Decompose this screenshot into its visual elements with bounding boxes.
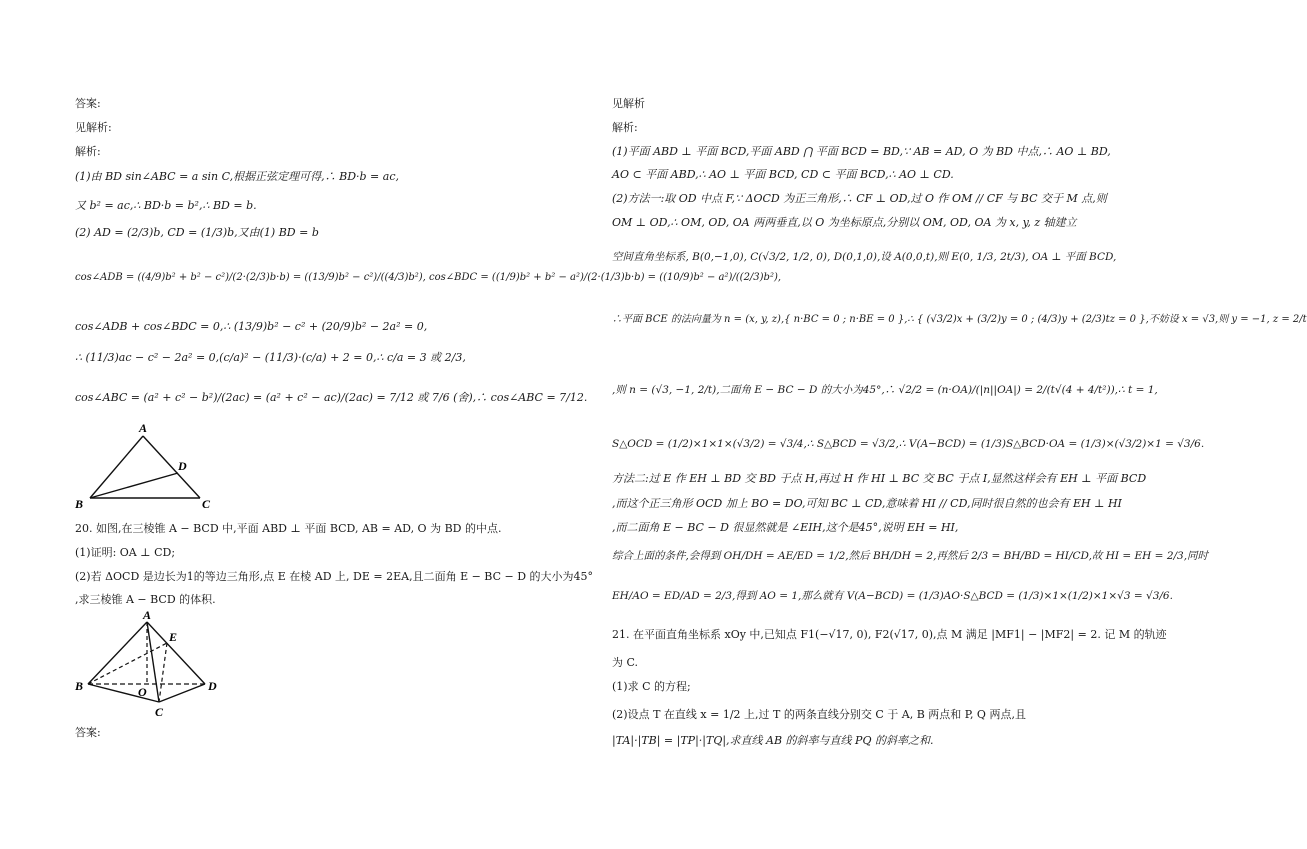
problem-21-part-1: (1)求 C 的方程; bbox=[612, 680, 691, 693]
vertex-label-b: B bbox=[75, 497, 84, 511]
pyramid-figure bbox=[75, 608, 235, 718]
method-2-line: ,而这个正三角形 OCD 加上 BO = DO,可知 BC ⊥ CD,意味着 HI // CD,同时很自然的也会有 EH ⊥ HI bbox=[612, 497, 1122, 510]
triangle-figure bbox=[75, 420, 235, 515]
vertex-label-d: D bbox=[208, 679, 217, 693]
vertex-label-c: C bbox=[155, 705, 164, 719]
solution-line: (1)平面 ABD ⊥ 平面 BCD,平面 ABD ⋂ 平面 BCD = BD,∵ AB = AD, O 为 BD 中点,∴ AO ⊥ BD, bbox=[612, 145, 1111, 158]
solution-equation: cos∠ADB + cos∠BDC = 0,∴ (13/9)b² − c² + (20/9)b² − 2a² = 0, bbox=[75, 320, 428, 333]
solution-line: AO ⊂ 平面 ABD,∴ AO ⊥ 平面 BCD, CD ⊂ 平面 BCD,∴ AO ⊥ CD. bbox=[612, 168, 954, 181]
see-solution-label: 见解析: bbox=[75, 121, 112, 134]
problem-20-part-1: (1)证明: OA ⊥ CD; bbox=[75, 546, 176, 559]
method-2-line: ,而二面角 E − BC − D 很显然就是 ∠EIH,这个是45°,说明 EH = HI, bbox=[612, 521, 959, 534]
problem-21-stem-cont: 为 C. bbox=[612, 656, 639, 669]
solution-line: 又 b² = ac,∴ BD·b = b²,∴ BD = b. bbox=[75, 199, 257, 212]
problem-20-part-2: (2)若 ΔOCD 是边长为1的等边三角形,点 E 在棱 AD 上, DE = 2EA,且二面角 E − BC − D 的大小为45° bbox=[75, 570, 594, 583]
solution-equation: cos∠ADB = ((4/9)b² + b² − c²)/(2·(2/3)b·b) = ((13/9)b² − c²)/((4/3)b²), cos∠BDC = ((1/9)b² + b² − a²)/(2·(1/3)b·b) = ((10/9)b² − a²)/((2/3)b²), bbox=[75, 272, 782, 283]
answer-label: 答案: bbox=[75, 97, 101, 110]
solution-equation: ∴ (11/3)ac − c² − 2a² = 0,(c/a)² − (11/3)·(c/a) + 2 = 0,∴ c/a = 3 或 2/3, bbox=[75, 351, 466, 364]
problem-21-part-2-cont: |TA|·|TB| = |TP|·|TQ|,求直线 AB 的斜率与直线 PQ 的斜率之和. bbox=[612, 734, 934, 747]
vertex-label-a: A bbox=[139, 421, 148, 435]
vertex-label-a: A bbox=[143, 608, 152, 622]
solution-line: (2) AD = (2/3)b, CD = (1/3)b,又由(1) BD = b bbox=[75, 226, 319, 239]
solution-equation: cos∠ABC = (a² + c² − b²)/(2ac) = (a² + c² − ac)/(2ac) = 7/12 或 7/6 (舍),∴ cos∠ABC = 7/12. bbox=[75, 391, 588, 404]
method-2-line: 方法二:过 E 作 EH ⊥ BD 交 BD 于点 H,再过 H 作 HI ⊥ BC 交 BC 于点 I,显然这样会有 EH ⊥ 平面 BCD bbox=[612, 472, 1147, 485]
solution-line: (1)由 BD sin∠ABC = a sin C,根据正弦定理可得,∴ BD·b = ac, bbox=[75, 170, 399, 183]
problem-20-part-2-cont: ,求三棱锥 A − BCD 的体积. bbox=[75, 593, 216, 606]
analysis-label: 解析: bbox=[612, 121, 638, 134]
analysis-label: 解析: bbox=[75, 145, 101, 158]
volume-line: S△OCD = (1/2)×1×1×(√3/2) = √3/4,∴ S△BCD = √3/2,∴ V(A−BCD) = (1/3)S△BCD·OA = (1/3)×(√3/2)×1 = √3/6. bbox=[612, 438, 1205, 450]
normal-vector-line: ∴平面 BCE 的法向量为 n = (x, y, z),{ n·BC = 0 ; n·BE = 0 },∴ { (√3/2)x + (3/2)y = 0 ; (4/3)y + (2/3)tz = 0 },不妨设 x = √3,则 y = −1, z = 2/t bbox=[612, 314, 1307, 325]
problem-20-stem: 20. 如图,在三棱锥 A − BCD 中,平面 ABD ⊥ 平面 BCD, AB = AD, O 为 BD 的中点. bbox=[75, 522, 502, 535]
solution-line: (2)方法一:取 OD 中点 F,∵ ΔOCD 为正三角形,∴ CF ⊥ OD,过 O 作 OM // CF 与 BC 交于 M 点,则 bbox=[612, 192, 1107, 205]
point-label-o: O bbox=[138, 685, 147, 699]
dihedral-angle-line: ,则 n = (√3, −1, 2/t),二面角 E − BC − D 的大小为45°,∴ √2/2 = (n·OA)/(|n||OA|) = 2/(t√(4 + 4/t²)),∴ t = 1, bbox=[612, 384, 1158, 396]
problem-21-stem: 21. 在平面直角坐标系 xOy 中,已知点 F1(−√17, 0), F2(√17, 0),点 M 满足 |MF1| − |MF2| = 2. 记 M 的轨迹 bbox=[612, 628, 1167, 641]
point-label-e: E bbox=[169, 630, 178, 644]
method-2-line: 综合上面的条件,会得到 OH/DH = AE/ED = 1/2,然后 BH/DH = 2,再然后 2/3 = BH/BD = HI/CD,故 HI = EH = 2/3,同时 bbox=[612, 550, 1209, 562]
solution-line: OM ⊥ OD,∴ OM, OD, OA 两两垂直,以 O 为坐标原点,分别以 OM, OD, OA 为 x, y, z 轴建立 bbox=[612, 216, 1077, 229]
solution-line: 空间直角坐标系, B(0,−1,0), C(√3/2, 1/2, 0), D(0,1,0),设 A(0,0,t),则 E(0, 1/3, 2t/3), OA ⊥ 平面 BCD, bbox=[612, 251, 1117, 263]
method-2-line: EH/AO = ED/AD = 2/3,得到 AO = 1,那么就有 V(A−BCD) = (1/3)AO·S△BCD = (1/3)×1×(1/2)×1×√3 = √3/6. bbox=[612, 590, 1173, 602]
vertex-label-b: B bbox=[75, 679, 84, 693]
problem-21-part-2: (2)设点 T 在直线 x = 1/2 上,过 T 的两条直线分别交 C 于 A, B 两点和 P, Q 两点,且 bbox=[612, 708, 1026, 721]
see-solution-label: 见解析 bbox=[612, 97, 645, 110]
vertex-label-c: C bbox=[202, 497, 211, 511]
answer-label: 答案: bbox=[75, 726, 101, 739]
vertex-label-d: D bbox=[178, 459, 187, 473]
